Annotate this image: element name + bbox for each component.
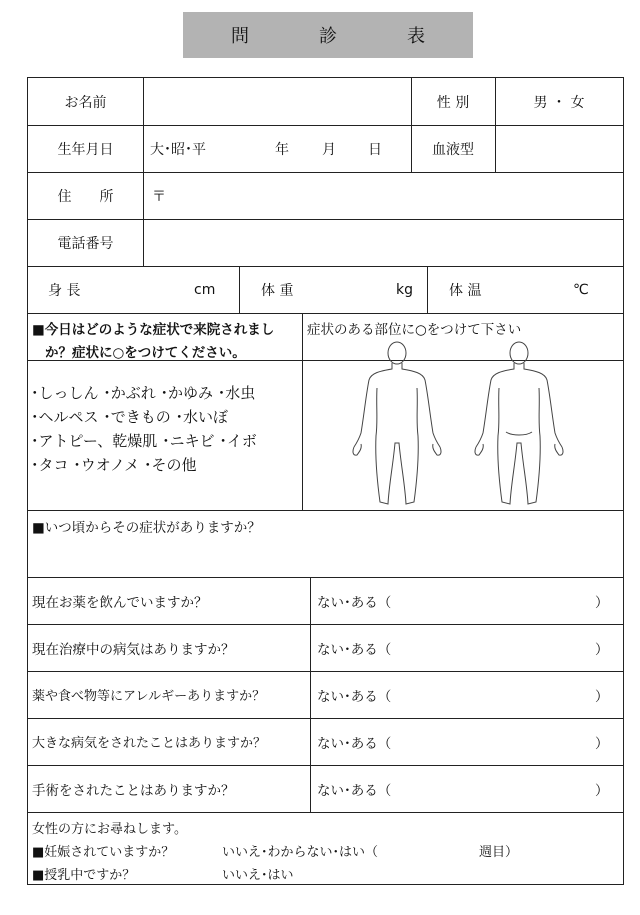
nursing-question: ■授乳中ですか？ — [32, 868, 136, 883]
question-current-illness: 現在治療中の病気はありますか？ — [32, 641, 235, 658]
sex-label: 性 別 — [436, 94, 470, 111]
answer-close-paren: ） — [595, 641, 609, 658]
women-intro: 女性の方にお尋ねします。 — [32, 822, 187, 837]
day-unit: 日 — [368, 141, 382, 158]
answer-close-paren: ） — [595, 735, 609, 752]
onset-question: ■いつ頃からその症状がありますか？ — [32, 520, 261, 536]
sex-options[interactable]: 男 ・ 女 — [533, 94, 585, 111]
postal-mark: 〒 — [152, 188, 166, 205]
weight-unit: kg — [396, 281, 413, 298]
symptom-option-row[interactable]: ･ヘルペス ･できもの ･水いぼ — [31, 408, 229, 426]
question-surgery: 手術をされたことはありますか？ — [32, 782, 235, 799]
symptom-option-row[interactable]: ･しっしん ･かぶれ ･かゆみ ･水虫 — [31, 384, 256, 402]
answer-major-illness[interactable]: ない･ある（ — [317, 735, 392, 752]
question-major-illness: 大きな病気をされたことはありますか？ — [32, 736, 267, 751]
temperature-unit: ℃ — [573, 281, 589, 298]
page-title: 問 診 表 — [183, 12, 473, 58]
blood-type-label: 血液型 — [432, 141, 474, 158]
question-medication: 現在お薬を飲んでいますか？ — [32, 594, 208, 611]
birthdate-label: 生年月日 — [57, 141, 114, 158]
answer-close-paren: ） — [595, 594, 609, 611]
body-back-figure — [475, 342, 563, 504]
address-label: 住 所 — [57, 188, 114, 205]
phone-field[interactable] — [144, 219, 623, 266]
pregnancy-options[interactable]: いいえ･わからない･はい（ — [222, 845, 379, 860]
height-label: 身 長 — [48, 282, 81, 299]
body-front-figure — [353, 342, 441, 504]
symptom-option-row[interactable]: ･アトピー、乾燥肌 ･ニキビ ･イボ — [31, 432, 257, 450]
answer-close-paren: ） — [595, 688, 609, 705]
question-allergy: 薬や食べ物等にアレルギーありますか？ — [32, 689, 266, 704]
answer-medication[interactable]: ない･ある（ — [317, 594, 392, 611]
weight-label: 体 重 — [261, 282, 294, 299]
name-label: お名前 — [64, 94, 107, 111]
symptom-option-row[interactable]: ･タコ ･ウオノメ ･その他 — [31, 456, 197, 474]
temperature-label: 体 温 — [449, 282, 482, 299]
answer-surgery[interactable]: ない･ある（ — [317, 782, 392, 799]
phone-label: 電話番号 — [57, 235, 114, 252]
height-unit: cm — [194, 281, 216, 298]
address-field[interactable] — [168, 172, 623, 219]
pregnancy-weeks-label: 週目） — [479, 845, 519, 860]
pregnancy-question: ■妊娠されていますか？ — [32, 845, 175, 860]
nursing-options[interactable]: いいえ･はい — [222, 868, 294, 883]
body-diagram[interactable] — [344, 340, 574, 508]
month-unit: 月 — [322, 141, 336, 158]
onset-answer-field[interactable] — [32, 538, 619, 574]
name-field[interactable] — [144, 78, 411, 125]
blood-type-field[interactable] — [496, 125, 623, 172]
year-unit: 年 — [275, 141, 289, 158]
answer-close-paren: ） — [595, 782, 609, 799]
questionnaire-form — [27, 77, 624, 885]
symptom-question-line2: か？症状に○をつけてください。 — [45, 345, 246, 361]
era-options[interactable]: 大･昭･平 — [150, 141, 206, 158]
answer-allergy[interactable]: ない･ある（ — [317, 688, 392, 705]
answer-current-illness[interactable]: ない･ある（ — [317, 641, 392, 658]
body-map-label: 症状のある部位に○をつけて下さい — [307, 322, 522, 338]
symptom-question-line1: ■今日はどのような症状で来院されまし — [32, 322, 275, 338]
